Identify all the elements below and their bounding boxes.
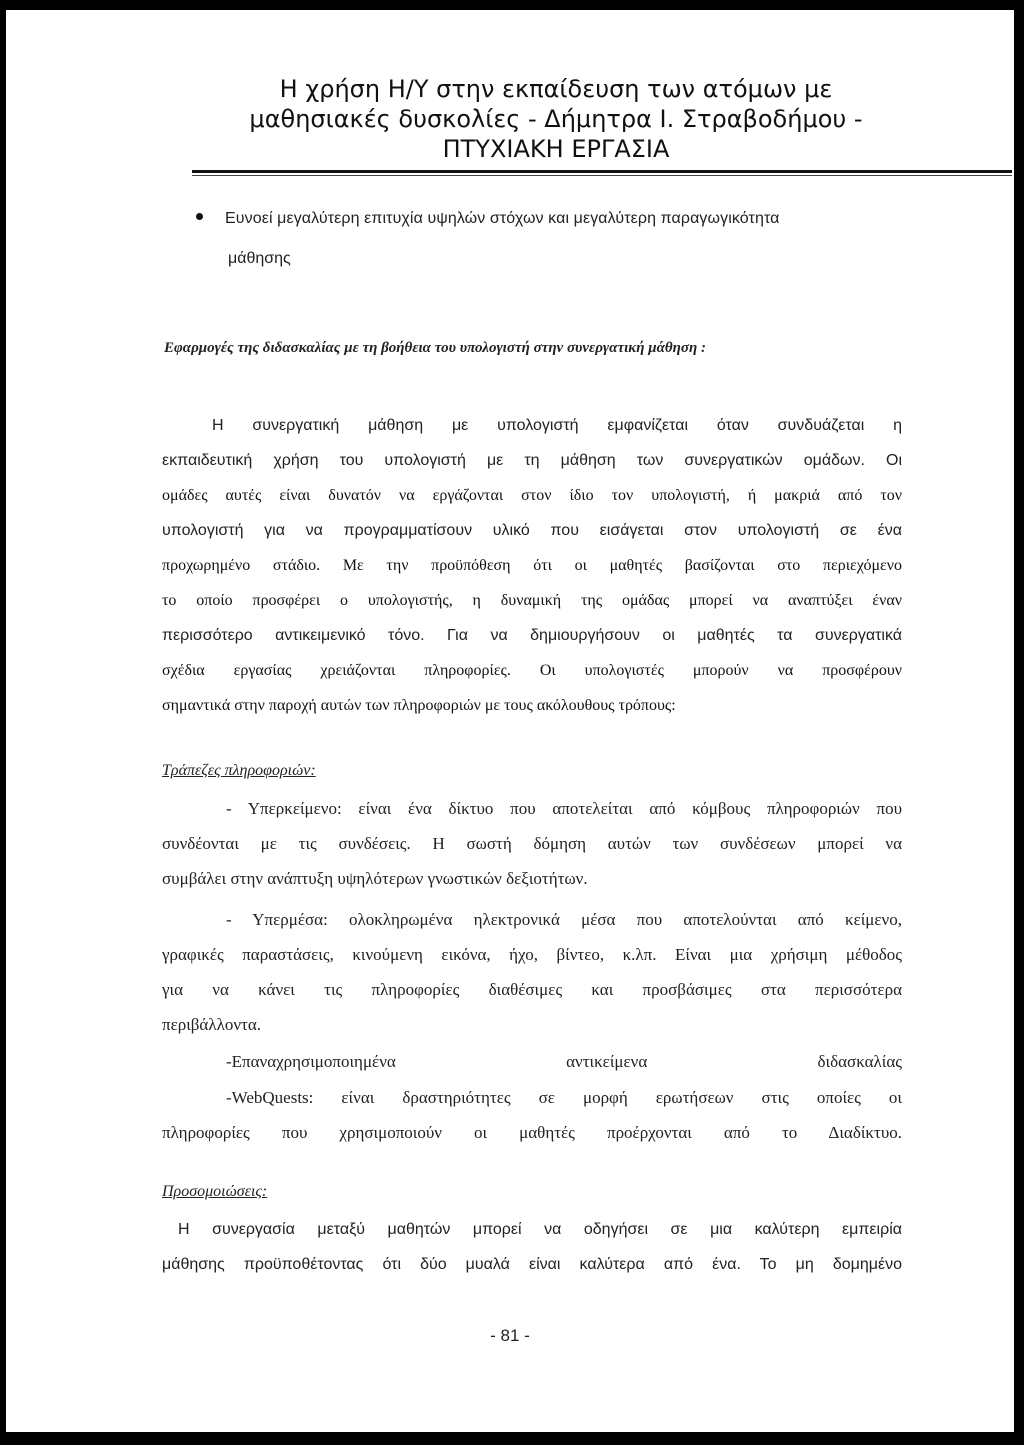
paragraph-line: περιβάλλοντα. (162, 1015, 261, 1034)
bullet-item (196, 210, 896, 228)
paragraph-line: -WebQuests: είναι δραστηριότητες σε μορφή ερωτήσεων στις οποίες οι (226, 1088, 902, 1107)
paragraph-line: Η συνεργατική μάθηση με υπολογιστή εμφανίζεται όταν συνδυάζεται η (212, 417, 902, 434)
page-number: - 81 - (490, 1326, 530, 1345)
paragraph-line: προχωρημένο στάδιο. Με την προϋπόθεση ότι οι μαθητές βασίζονται στο περιεχόμενο (162, 557, 902, 574)
bullet-text: Ευνοεί μεγαλύτερη επιτυχία υψηλών στόχων και μεγαλύτερη παραγωγικότητα (225, 210, 780, 227)
bullet-icon (196, 213, 203, 220)
section-heading: Εφαρμογές της διδασκαλίας με τη βοήθεια του υπολογιστή στην συνεργατική μάθηση : (164, 340, 706, 356)
reusable-word-3: διδασκαλίας (817, 1052, 902, 1071)
reusable-word-2: αντικείμενα (566, 1052, 648, 1071)
header-line-2: μαθησιακές δυσκολίες - Δήμητρα Ι. Στραβοδήμου - (249, 105, 863, 133)
paragraph-line: ομάδες αυτές είναι δυνατόν να εργάζονται στον ίδιο τον υπολογιστή, ή μακριά από τον (162, 487, 902, 504)
hypertext-paragraph (162, 791, 902, 896)
paragraph-line: συμβάλει στην ανάπτυξη υψηλότερων γνωστικών δεξιοτήτων. (162, 869, 588, 888)
webquests-paragraph (162, 1080, 902, 1150)
reusable-objects-line (162, 1044, 902, 1079)
paragraph-line: περισσότερο αντικειμενικό τόνο. Για να δημιουργήσουν οι μαθητές τα συνεργατικά (162, 627, 902, 644)
paragraph-line: σχέδια εργασίας χρειάζονται πληροφορίες. Οι υπολογιστές μπορούν να προσφέρουν (162, 662, 902, 679)
paragraph-line: υπολογιστή για να προγραμματίσουν υλικό που εισάγεται στον υπολογιστή σε ένα (162, 522, 902, 539)
paragraph-line: - Υπερκείμενο: είναι ένα δίκτυο που αποτελείται από κόμβους πληροφοριών που (226, 799, 902, 818)
paragraph-line: - Υπερμέσα: ολοκληρωμένα ηλεκτρονικά μέσα που αποτελούνται από κείμενο, (226, 910, 902, 929)
page-header (6, 74, 1014, 164)
paragraph-line: μάθησης προϋποθέτοντας ότι δύο μυαλά είναι καλύτερα από ένα. Το μη δομημένο (162, 1256, 902, 1273)
document-page (6, 10, 1014, 1432)
paragraph-line: για να κάνει τις πληροφορίες διαθέσιμες και προσβάσιμες στα περισσότερα (162, 980, 902, 999)
databanks-heading: Τράπεζες πληροφοριών: (162, 762, 316, 779)
paragraph-line: πληροφορίες που χρησιμοποιούν οι μαθητές προέρχονται από το Διαδίκτυο. (162, 1123, 902, 1142)
paragraph-line: σημαντικά στην παροχή αυτών των πληροφοριών με τους ακόλουθους τρόπους: (162, 697, 676, 714)
paragraph-line: γραφικές παραστάσεις, κινούμενη εικόνα, ήχο, βίντεο, κ.λπ. Είναι μια χρήσιμη μέθοδος (162, 945, 902, 964)
header-line-3: ΠΤΥΧΙΑΚΗ ΕΡΓΑΣΙΑ (442, 135, 670, 163)
hypermedia-paragraph (162, 902, 902, 1042)
paragraph-line: το οποίο προσφέρει ο υπολογιστής, η δυναμική της ομάδας μπορεί να αναπτύξει έναν (162, 592, 902, 609)
header-rule (192, 170, 1012, 173)
intro-paragraph (162, 408, 902, 723)
simulations-paragraph (162, 1212, 902, 1282)
bullet-text-continued: μάθησης (228, 250, 291, 267)
paragraph-line: Η συνεργασία μεταξύ μαθητών μπορεί να οδηγήσει σε μια καλύτερη εμπειρία (178, 1221, 902, 1238)
simulations-heading: Προσομοιώσεις: (162, 1183, 268, 1200)
paragraph-line: εκπαιδευτική χρήση του υπολογιστή με τη μάθηση των συνεργατικών ομάδων. Οι (162, 452, 902, 469)
header-line-1: Η χρήση Η/Υ στην εκπαίδευση των ατόμων με (279, 75, 833, 103)
header-rule-thin (192, 175, 1012, 176)
reusable-word-1: -Επαναχρησιμοποιημένα (226, 1052, 396, 1071)
paragraph-line (162, 1044, 902, 1079)
paragraph-line: συνδέονται με τις συνδέσεις. Η σωστή δόμηση αυτών των συνδέσεων μπορεί να (162, 834, 902, 853)
